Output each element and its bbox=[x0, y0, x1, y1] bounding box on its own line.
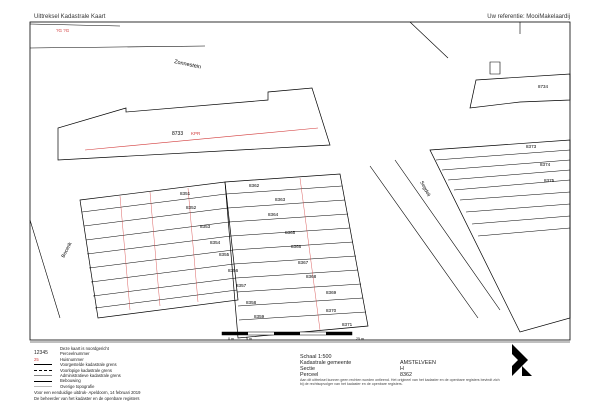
right-parcel-labels bbox=[526, 144, 555, 183]
legend-label: Perceelnummer bbox=[60, 351, 90, 357]
legend-symbol: 25 bbox=[34, 356, 39, 362]
legend-note-2: De beheerder van het kadaster en de openbare registers bbox=[34, 395, 140, 401]
north-logo-icon bbox=[512, 344, 532, 376]
parcel-8370[interactable]: 8370 bbox=[326, 308, 337, 313]
scale-tick-5: 5 m bbox=[246, 337, 252, 341]
parcel-8355[interactable]: 8355 bbox=[219, 252, 230, 257]
parcel-8373[interactable]: 8373 bbox=[526, 144, 537, 149]
disclaimer: Aan dit uittreksel kunnen geen rechten worden ontleend. Het origineel van het kadaster en de openbare registers bevindt zich bij de rechtsopvolger van het kadaster en de openbare registers. bbox=[300, 378, 500, 387]
parcel-top-right-label: 8734 bbox=[538, 84, 549, 89]
parcel-8368[interactable]: 8368 bbox=[306, 274, 317, 279]
legend-symbol: 12345 bbox=[34, 350, 48, 357]
large-building bbox=[58, 88, 330, 160]
legend-line-icon bbox=[34, 370, 56, 371]
scale-label: Schaal 1:500 bbox=[300, 354, 332, 360]
scale-tick-25: 25 m bbox=[356, 337, 364, 341]
info-value: 8362 bbox=[400, 372, 412, 378]
middle-parcel-labels bbox=[249, 183, 353, 327]
left-block-parcel-lines bbox=[82, 194, 237, 308]
legend-heading: Deze kaart is noordgericht bbox=[60, 346, 109, 351]
street-top-label: Zonnestein bbox=[173, 59, 202, 71]
left-road-line bbox=[30, 220, 60, 318]
legend-note-1: Voor een eenduidige uitdruk- Apeldoorn, 14 februari 2019 bbox=[34, 390, 141, 396]
right-block bbox=[430, 140, 570, 332]
top-right-notch bbox=[490, 62, 500, 74]
large-building-boundary bbox=[85, 128, 318, 150]
street-right-edge-2 bbox=[395, 160, 500, 310]
parcel-8365[interactable]: 8365 bbox=[285, 230, 296, 235]
legend-label: Huisnummer bbox=[60, 356, 84, 362]
parcel-big-mark: KPR bbox=[191, 131, 201, 136]
legend-line-icon bbox=[34, 375, 56, 376]
parcel-8374[interactable]: 8374 bbox=[540, 162, 551, 167]
top-right-building bbox=[470, 74, 570, 108]
scale-tick-0: 0 m bbox=[228, 337, 234, 341]
parcel-info bbox=[300, 354, 436, 378]
parcel-8363[interactable]: 8363 bbox=[275, 197, 286, 202]
legend-label: Bebouwing bbox=[60, 378, 81, 384]
legend-line-icon bbox=[34, 386, 56, 387]
street-left-label: Bocerik bbox=[60, 241, 74, 259]
info-key: Perceel bbox=[300, 372, 319, 378]
parcel-top-left-label: ?G ?G bbox=[56, 28, 70, 33]
info-key: Kadastrale gemeente bbox=[300, 360, 352, 366]
parcel-8358[interactable]: 8358 bbox=[246, 300, 257, 305]
parcel-8357[interactable]: 8357 bbox=[236, 283, 247, 288]
parcel-8353[interactable]: 8353 bbox=[200, 224, 211, 229]
legend-item bbox=[34, 384, 294, 389]
parcel-8356[interactable]: 8356 bbox=[228, 268, 239, 273]
middle-block-red-lines bbox=[300, 178, 320, 330]
parcel-big-label: 8733 bbox=[172, 131, 184, 137]
header-title: Uittreksel Kadastrale Kaart bbox=[34, 14, 106, 20]
parcel-8367[interactable]: 8367 bbox=[298, 260, 309, 265]
parcel-8364[interactable]: 8364 bbox=[268, 212, 279, 217]
parcel-8362[interactable]: 8362 bbox=[249, 183, 260, 188]
parcel-8366[interactable]: 8366 bbox=[291, 244, 302, 249]
parcel-8371[interactable]: 8371 bbox=[342, 322, 353, 327]
street-right-label: Segdeli bbox=[418, 180, 432, 198]
top-left-road-line-2 bbox=[30, 46, 205, 48]
legend-label: Administratieve kadastrale grens bbox=[60, 372, 121, 378]
map-legend bbox=[34, 346, 294, 401]
info-key: Sectie bbox=[300, 366, 315, 372]
top-left-road-line bbox=[30, 24, 120, 26]
map-frame bbox=[30, 22, 570, 340]
legend-label: Voorgestelde kadastrale grens bbox=[60, 362, 117, 368]
top-right-diagonal bbox=[410, 22, 448, 58]
info-value: H bbox=[400, 366, 404, 372]
legend-line-icon bbox=[34, 381, 56, 382]
parcel-8375[interactable]: 8375 bbox=[544, 178, 555, 183]
parcel-8359[interactable]: 8359 bbox=[254, 314, 265, 319]
parcel-8369[interactable]: 8369 bbox=[326, 290, 337, 295]
legend-label: Overige topografie bbox=[60, 383, 95, 389]
info-value: AMSTELVEEN bbox=[400, 360, 436, 366]
parcel-8354[interactable]: 8354 bbox=[210, 240, 221, 245]
legend-line-icon bbox=[34, 364, 56, 365]
legend-label: Voorlopige kadastrale grens bbox=[60, 367, 112, 373]
parcel-8352[interactable]: 8352 bbox=[186, 205, 197, 210]
header-reference: Uw referentie: MooiMakelaardij bbox=[487, 14, 570, 20]
parcel-8351[interactable]: 8351 bbox=[180, 191, 191, 196]
